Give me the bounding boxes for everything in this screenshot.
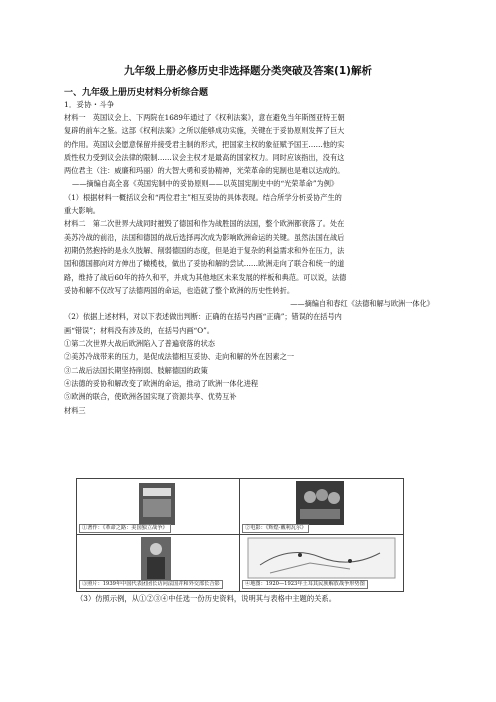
option-line: ③二战后法国长期坚持削弱、肢解德国的政策 [64,365,208,375]
text-line: 材料三 [64,405,86,415]
text-line: 路，维持了战后60年的持久和平，并成为其他地区未来发展的样板和典范。可以说，法德 [64,272,347,282]
text-line: 国和德国都向对方伸出了橄榄枝，做出了妥协和解的尝试……欧洲走向了联合和统一的道 [64,259,345,269]
image-cell-photo [77,535,240,591]
option-line: ⑤欧洲的联合，使欧洲各国实现了资源共享、优势互补 [64,392,237,402]
text-line: （2）依据上述材料，对以下表述做出判断：正确的在括号内画“正确”；错误的在括号内 [64,312,342,322]
text-line: 材料一 英国议会上、下两院在1689年通过了《权利法案》，意在避免当年斯图亚特王朝 [64,113,345,122]
text-line: 妥协和解不仅改写了法德两国的命运，也造就了整个欧洲的历史性转折。 [64,285,295,295]
question-three: （3）仿照示例，从①②③④中任选一份历史资料，说明其与表格中主题的关系。 [76,594,337,603]
text-line: 初期仍然抱持的是永久肢解、削弱德国的态度，但是迫于复杂的利益需求和外在压力，法 [64,245,345,255]
text-line: 质性权力受到议会法律的限制……议会主权才是最高的国家权力。同时应该指出，没有这 [64,152,345,162]
citation: ——摘编自高全喜《英国宪制中的妥协原则——以英国宪制史中的“光荣革命”为例》 [72,179,339,189]
image-cell-book [77,479,240,535]
section-heading: 一、九年级上册历史材料分析综合题 [64,88,209,98]
text-line: 两位君主（注：威廉和玛丽）的大智大勇和妥协精神，光荣革命的宪制也是难以达成的。 [64,166,345,176]
text-line: （1）根据材料一概括议会和“两位君主”相互妥协的具体表现。结合所学分析妥协产生的 [64,192,342,202]
citation: ——摘编自和春红《法德和解与欧洲一体化》 [290,299,434,309]
caption-3: ③照片：1939年中国代表团团长访问法国并和外交部长合影 [79,580,223,589]
text-line: 画“错误”；材料没有涉及的，在括号内画“O”。 [64,325,214,335]
text-line: 重大影响。 [64,206,100,216]
material-one [64,111,434,417]
caption-4: ④地图：1920—1923年土耳其民族解放战争形势图 [242,580,368,589]
caption-2: ②电影：《辉煌·戴利瓦尔》 [242,524,309,533]
text-line: 材料二 第二次世界大战同时摧毁了德国和作为战胜国的法国，整个欧洲都衰落了。处在 [64,219,345,229]
page-title: 九年级上册必修历史非选择题分类突破及答案(1)解析 [124,65,372,77]
material-three-image-grid [76,478,404,592]
option-line: ①第二次世界大战后欧洲陷入了普遍衰落的状态 [64,339,215,349]
caption-1: ①著作：《革命之路：美国独立战争》 [79,524,171,533]
text-line: 复辟的前车之鉴。这部《权利法案》之所以能够成功实施，关键在于妥协原则发挥了巨大 [64,126,345,136]
text-line: 的作用。英国议会愿意保留并接受君主制的形式，把国家主权的象征赋予国王……他的实 [64,139,345,149]
option-line: ④法德的妥协和解改变了欧洲的命运，推动了欧洲一体化进程 [64,378,259,388]
option-line: ②美苏冷战带来的压力，是促成法德相互妥协、走向和解的外在因素之一 [64,352,295,362]
text-line: 美苏冷战的前沿，法国和德国的战后选择再次成为影响欧洲命运的关键。虽然法国在战后 [64,232,345,242]
image-cell-film [240,479,403,535]
question-label: 1．妥协・斗争 [64,100,115,109]
image-cell-map [240,535,403,591]
